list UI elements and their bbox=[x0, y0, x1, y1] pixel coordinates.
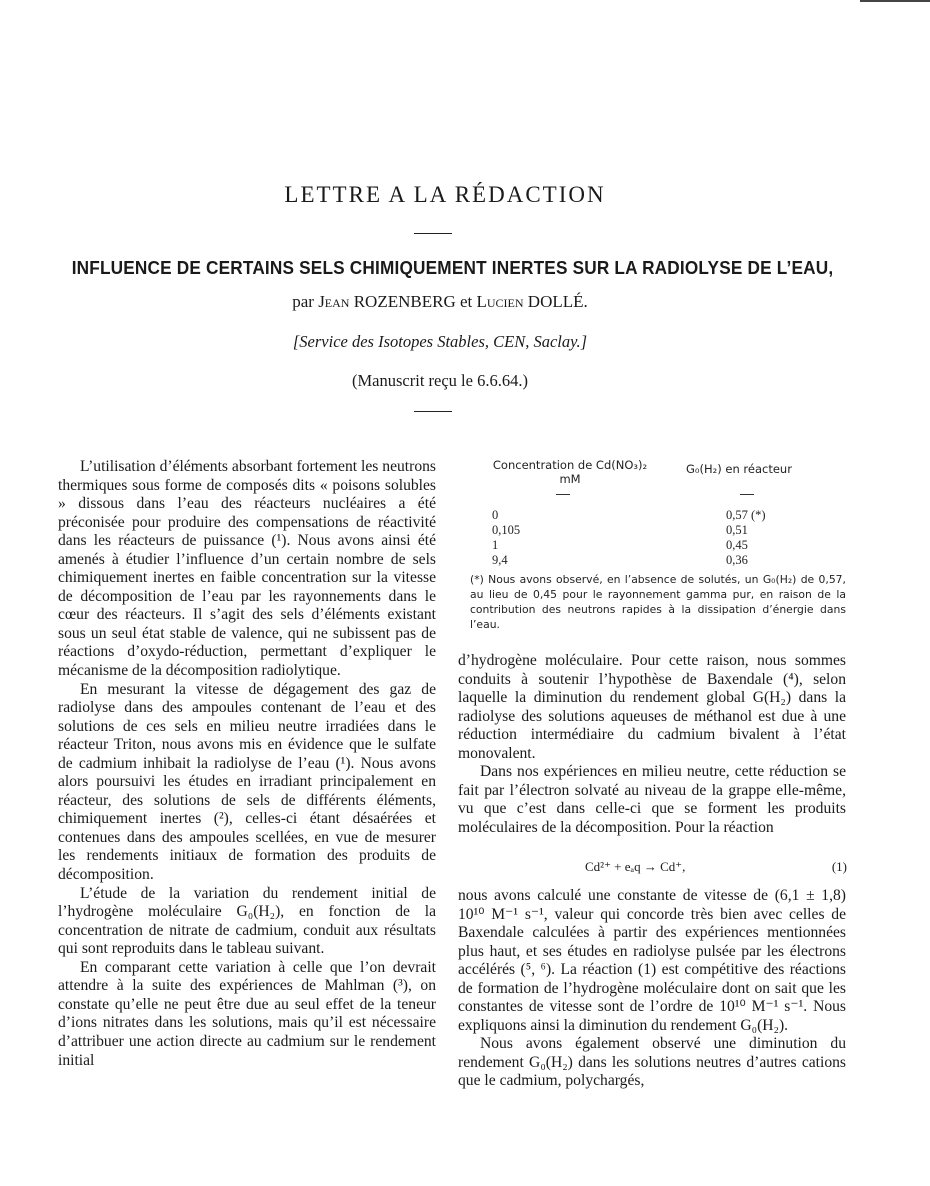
table-header-concentration: Concentration de Cd(NO₃)₂ mM bbox=[492, 458, 648, 486]
paragraph: L’étude de la variation du rendement initial de l’hydrogène moléculaire G₀(H₂), en fonction de la concentration de nitrate de cadmium, conduit aux résultats qui sont reproduits dans le tableau suivant. bbox=[58, 884, 436, 958]
right-column bbox=[458, 652, 846, 837]
paragraph: Nous avons également observé une diminution du rendement G₀(H₂) dans les solutions neutres d’autres cations que le cadmium, polychargés, bbox=[458, 1035, 846, 1090]
table-cell-yield: 0,51 bbox=[726, 523, 748, 537]
author2-last: DOLLÉ. bbox=[527, 292, 588, 311]
article-title: INFLUENCE DE CERTAINS SELS CHIMIQUEMENT INERTES SUR LA RADIOLYSE DE L’EAU, bbox=[71, 257, 834, 278]
table-dash bbox=[740, 494, 754, 495]
paragraph: nous avons calculé une constante de vitesse de (6,1 ± 1,8) 10¹⁰ M⁻¹ s⁻¹, valeur qui concorde très bien avec celles de Baxendale calculées à partir des expériences mentionnées plus haut, et ses études en radiolyse pulsée par les électrons accélérés (⁵, ⁶). La réaction (1) est compétitive des réactions de formation de l’hydrogène moléculaire dont on sait que les constantes de vitesse sont de l’ordre de 10¹⁰ M⁻¹ s⁻¹. Nous expliquons ainsi la diminution du rendement G₀(H₂). bbox=[458, 887, 846, 1034]
table-cell-yield: 0,57 (*) bbox=[726, 508, 766, 522]
table-cell-yield: 0,45 bbox=[726, 538, 748, 552]
author1-first: Jean bbox=[318, 292, 350, 311]
received-date: (Manuscrit reçu le 6.6.64.) bbox=[352, 371, 528, 390]
author1-last: ROZENBERG bbox=[353, 292, 456, 311]
table-row bbox=[490, 523, 830, 538]
paragraph: L’utilisation d’éléments absorbant fortement les neutrons thermiques sous forme de composés dits « poisons solubles » dissous dans l’eau des réacteurs nucléaires a été préconisée pour produire des compensations de réactivité dans les réacteurs de puissance (¹). Nous avons ainsi été amenés à étudier l’influence d’un certain nombre de sels chimiquement inertes en faible concentration sur la vitesse de décomposition de l’eau par les rayonnements dans le cœur des réacteurs. Il s’agit des sels d’éléments existant sous un seul état stable de valence, qui ne subissent pas de réactions d’oxydo-réduction, permettant d’expliquer le mécanisme de la décomposition radiolytique. bbox=[58, 458, 436, 680]
table-header bbox=[490, 458, 830, 492]
title-rule-bottom bbox=[414, 411, 452, 412]
page-edge-mark bbox=[860, 0, 930, 2]
paragraph: Dans nos expériences en milieu neutre, cette réduction se fait par l’électron solvaté au niveau de la grappe elle-même, vu que c’est dans celle-ci que se forment les produits moléculaires de la décomposition. Pour la réaction bbox=[458, 763, 846, 836]
paragraph: En comparant cette variation à celle que l’on devrait attendre à la suite des expériences de Mahlman (³), on constate qu’elle ne peut être due au seul effet de la teneur d’ions nitrates dans les solutions, mais qu’il est nécessaire d’attribuer une action directe au cadmium sur le rendement initial bbox=[58, 958, 436, 1069]
table-row bbox=[490, 508, 830, 523]
table-cell-concentration: 0,105 bbox=[492, 523, 521, 537]
paragraph: En mesurant la vitesse de dégagement des gaz de radiolyse dans des ampoules contenant de l’eau et des solutions de ces sels en milieu neutre irradiées dans le réacteur Triton, nous avons mis en évidence que le sulfate de cadmium inhibait la radiolyse de l’eau (¹). Nous avons alors poursuivi les études en irradiant principalement en réacteur, des solutions de sels de différents éléments, chimiquement inertes (²), celles-ci étant désaérées et contenues dans des ampoules scellées, en vue de mesurer les rendements initiaux de formation des produits de décomposition. bbox=[58, 680, 436, 884]
affiliation: [Service des Isotopes Stables, CEN, Saclay.] bbox=[292, 332, 588, 351]
author-line bbox=[0, 292, 880, 312]
table-dash bbox=[556, 494, 570, 495]
table-dash-row bbox=[490, 492, 830, 508]
table-cell-yield: 0,36 bbox=[726, 553, 748, 567]
results-table bbox=[490, 458, 830, 568]
table-footnote: (*) Nous avons observé, en l’absence de solutés, un G₀(H₂) de 0,57, au lieu de 0,45 pour le rayonnement gamma pur, en raison de la contribution des neutrons rapides à la dissipation d’énergie dans l’eau. bbox=[470, 573, 846, 631]
table-cell-concentration: 9,4 bbox=[492, 553, 508, 567]
right-column-continued bbox=[458, 887, 846, 1091]
table-row bbox=[490, 538, 830, 553]
left-column bbox=[58, 458, 436, 1070]
equation-body: Cd²⁺ + eₐq → Cd⁺, bbox=[585, 859, 686, 874]
equation-number: (1) bbox=[831, 859, 847, 874]
table-cell-concentration: 1 bbox=[492, 538, 499, 552]
section-title: LETTRE A LA RÉDACTION bbox=[284, 182, 606, 207]
title-rule-top bbox=[414, 233, 452, 234]
table-header-yield: G₀(H₂) en réacteur bbox=[686, 462, 792, 476]
and-label: et bbox=[459, 292, 473, 311]
author2-first: Lucien bbox=[476, 292, 524, 311]
table-cell-concentration: 0 bbox=[492, 508, 499, 522]
by-label: par bbox=[292, 292, 314, 311]
table-row bbox=[490, 553, 830, 568]
paragraph: d’hydrogène moléculaire. Pour cette raison, nous sommes conduits à soutenir l’hypothèse de Baxendale (⁴), selon laquelle la diminution du rendement global G(H₂) dans la radiolyse des solutions aqueuses de méthanol est due à une réduction intermédiaire du cadmium bivalent à l’état monovalent. bbox=[458, 652, 846, 762]
